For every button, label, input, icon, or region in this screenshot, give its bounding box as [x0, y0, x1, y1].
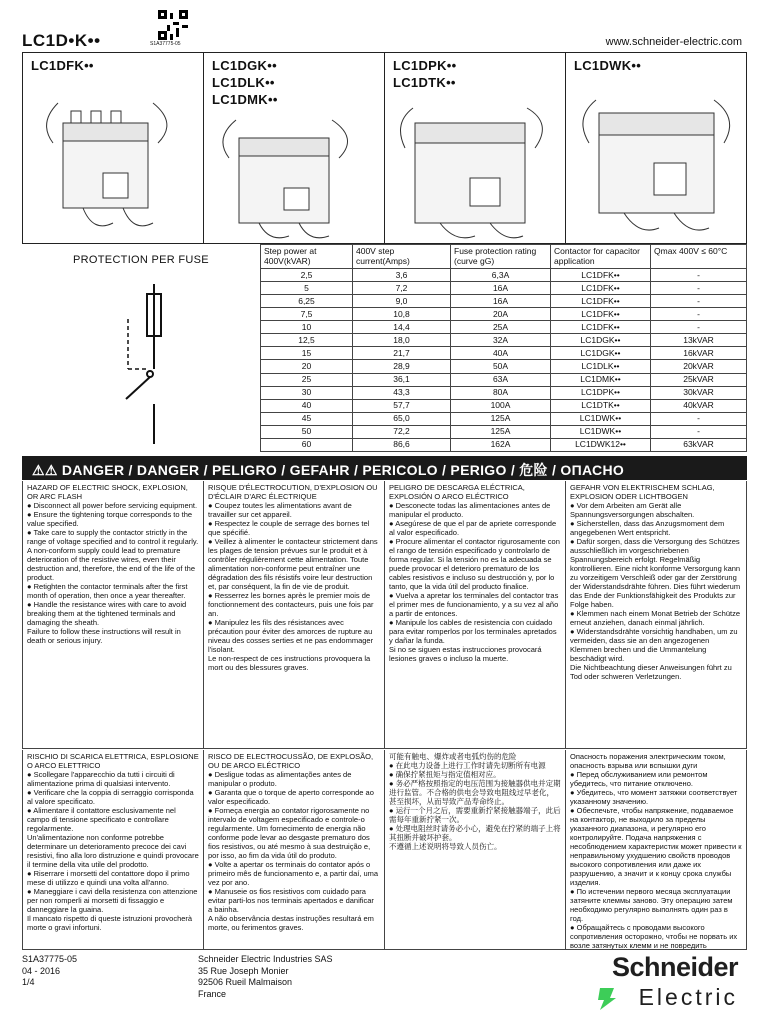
table-cell: 125A [451, 412, 551, 425]
fuse-switch-symbol-icon [114, 284, 174, 444]
warning-line: ● Обращайтесь с проводами высокого сопротивления осторожно, чтобы не порвать их возле затянутых клемм и не повредить [570, 923, 738, 949]
warning-text-pt [204, 750, 385, 949]
column-header: Fuse protection rating (curve gG) [451, 245, 551, 269]
warning-text-en [23, 481, 204, 748]
table-cell: 63kVAR [651, 438, 747, 451]
table-cell: 6,25 [261, 295, 353, 308]
table-cell: 45 [261, 412, 353, 425]
warning-line: ● Take care to supply the contactor strictly in the range of voltage specified and to control it regularly. A non-conform supply could lead to premature deterioration of the resistive wires, even their destruction and, therefore, the end of the life of the product. [27, 528, 199, 582]
warning-heading: RISCO DE ELECTROCUSSÃO, DE EXPLOSÃO, OU DE ARCO ELÉCTRICO [208, 752, 374, 770]
contactor-illustration [33, 83, 183, 238]
table-row [261, 360, 747, 373]
table-header-row [261, 245, 747, 269]
table-row [261, 386, 747, 399]
model-label: LC1DWK•• [574, 58, 642, 73]
model-label: LC1DTK•• [393, 75, 456, 90]
table-cell: 16A [451, 282, 551, 295]
table-cell: 30 [261, 386, 353, 399]
table-cell: 25kVAR [651, 373, 747, 386]
model-label: LC1DMK•• [212, 92, 278, 107]
model-label: LC1DPK•• [393, 58, 457, 73]
table-cell: LC1DMK•• [551, 373, 651, 386]
website-link[interactable]: www.schneider-electric.com [605, 36, 742, 48]
warning-text-fr [204, 481, 385, 748]
table-cell: LC1DFK•• [551, 269, 651, 282]
table-cell: 10,8 [353, 308, 451, 321]
table-row [261, 295, 747, 308]
warning-line: Le non-respect de ces instructions provoquera la mort ou des blessures graves. [208, 654, 371, 672]
footer-date: 04 - 2016 [22, 965, 61, 976]
fuse-protection-section [22, 244, 747, 452]
table-cell: LC1DFK•• [551, 308, 651, 321]
table-cell: 43,3 [353, 386, 451, 399]
table-cell: 3,6 [353, 269, 451, 282]
table-cell: LC1DWK•• [551, 425, 651, 438]
warning-line: A não observância destas instruções resultará em morte, ou ferimentos graves. [208, 914, 374, 932]
table-cell: - [651, 269, 747, 282]
model-dgk-dlk-dmk [204, 53, 385, 243]
contactor-illustration [395, 98, 555, 243]
footer-page: 1/4 [22, 977, 35, 987]
table-cell: LC1DLK•• [551, 360, 651, 373]
table-cell: 15 [261, 347, 353, 360]
table-cell: LC1DPK•• [551, 386, 651, 399]
table-cell: - [651, 282, 747, 295]
table-row [261, 308, 747, 321]
contactor-illustration [574, 88, 739, 238]
warning-line: ● Verificare che la coppia di serraggio corrisponda al valore specificato. [27, 788, 194, 806]
warning-line: ● Manipulez les fils des résistances avec précaution pour éviter des amorces de rupture au niveau des cosses serties et ne pas endommager l'isolant. [208, 618, 374, 654]
schneider-logo [538, 952, 738, 1016]
warning-line: Si no se siguen estas instrucciones provocará lesiones graves o incluso la muerte. [389, 645, 542, 663]
table-cell: 40kVAR [651, 399, 747, 412]
table-cell: 16A [451, 295, 551, 308]
table-cell: 5 [261, 282, 353, 295]
address-street: 35 Rue Joseph Monier [198, 965, 289, 976]
warning-line: ● Ensure the tightening torque corresponds to the value specified. [27, 510, 193, 528]
table-cell: 20kVAR [651, 360, 747, 373]
warning-line: ● Sicherstellen, dass das Anzugsmoment dem angegebenen Wert entspricht. [570, 519, 725, 537]
logo-name: Schneider [611, 952, 738, 982]
table-row [261, 334, 747, 347]
table-row [261, 438, 747, 451]
model-label: LC1DFK•• [31, 58, 94, 73]
table-cell: LC1DWK12•• [551, 438, 651, 451]
fuse-diagram-panel [22, 244, 260, 452]
table-cell: 14,4 [353, 321, 451, 334]
table-cell: 21,7 [353, 347, 451, 360]
table-cell: 72,2 [353, 425, 451, 438]
column-header: Step power at 400V(kVAR) [261, 245, 353, 269]
warning-line: Un'alimentazione non conforme potrebbe determinare un deterioramento precoce dei cavi resistivi, fino alla loro distruzione e quindi provocare il termine della vita utile del prodotto. [27, 833, 199, 869]
model-dfk [23, 53, 204, 243]
table-cell: 60 [261, 438, 353, 451]
warning-text-es [385, 481, 566, 748]
warning-line: ● Vor dem Arbeiten am Gerät alle Spannungsversorgungen abschalten. [570, 501, 695, 519]
column-header: Qmax 400V ≤ 60°C [651, 245, 747, 269]
table-row [261, 269, 747, 282]
table-cell: 6,3A [451, 269, 551, 282]
warning-text-zh [385, 750, 566, 949]
table-cell: 13kVAR [651, 334, 747, 347]
table-cell: 86,6 [353, 438, 451, 451]
danger-banner: ⚠⚠ DANGER / DANGER / PELIGRO / GEFAHR / PERICOLO / PERIGO / 危险 / ОПАСНО [22, 456, 747, 480]
qr-code-label: S1A37775-05 [150, 41, 181, 47]
table-cell: LC1DFK•• [551, 282, 651, 295]
table-cell: LC1DFK•• [551, 295, 651, 308]
warning-line: ● Coupez toutes les alimentations avant de travailler sur cet appareil. [208, 501, 352, 519]
table-cell: LC1DGK•• [551, 334, 651, 347]
table-row [261, 399, 747, 412]
warning-line: ● Maneggiare i cavi della resistenza con attenzione per non romperli ai morsetti di fissaggio e danneggiare la guaina. [27, 887, 198, 914]
warning-text-ru [566, 750, 747, 949]
table-cell: LC1DTK•• [551, 399, 651, 412]
table-cell: LC1DGK•• [551, 347, 651, 360]
warning-line: ● Alimentare il contattore esclusivamente nel campo di tensione specificato e controllare regolarmente. [27, 806, 176, 833]
warning-heading: RISQUE D'ÉLECTROCUTION, D'EXPLOSION OU D'ÉCLAIR D'ARC ÉLECTRIQUE [208, 483, 378, 501]
table-cell: 20A [451, 308, 551, 321]
table-cell: 162A [451, 438, 551, 451]
warning-line: ● 运行一个月之后，需要重新拧紧接触器端子，此后需每年重新拧紧一次。 [389, 806, 561, 824]
table-cell: 9,0 [353, 295, 451, 308]
warning-line: ● 务必严格按照指定的电压范围为接触器供电并定期进行监管。不合格的供电会导致电阻线过早老化，甚至损坏，从而导致产品寿命终止。 [389, 779, 561, 806]
warning-heading: RISCHIO DI SCARICA ELETTRICA, ESPLOSIONE O ARCO ELETTRICO [27, 752, 199, 770]
warning-heading: 可能有触电、爆炸或者电弧灼伤的危险 [389, 752, 517, 761]
warning-heading: PELIGRO DE DESCARGA ELÉCTRICA, EXPLOSIÓN O ARCO ELÉCTRICO [389, 483, 525, 501]
warning-line: ● Garanta que o torque de aperto corresponde ao valor especificado. [208, 788, 374, 806]
warning-line: ● Asegúrese de que el par de apriete corresponde al valor especificado. [389, 519, 557, 537]
logo-leaf-icon [596, 986, 618, 1012]
warning-heading: GEFAHR VON ELEKTRISCHEM SCHLAG, EXPLOSION ODER LICHTBOGEN [570, 483, 715, 501]
table-cell: 25 [261, 373, 353, 386]
warning-line: Die Nichtbeachtung dieser Anweisungen führt zu Tod oder schweren Verletzungen. [570, 663, 732, 681]
table-cell: 65,0 [353, 412, 451, 425]
table-cell: 100A [451, 399, 551, 412]
table-cell: LC1DWK•• [551, 412, 651, 425]
warning-line: ● Обеспечьте, чтобы напряжение, подаваемое на контактор, не выходило за пределы указанного диапазона, и регулярно его контролируйте. Подача напряжения с несоблюдением характеристик может привести к неправильному ухудшению свойств проводов высокого сопротивления или даже их разрушению, а значит и к концу срока службы изделия. [570, 806, 742, 887]
model-label: LC1DGK•• [212, 58, 277, 73]
warning-line: ● Dafür sorgen, dass die Versorgung des Schützes ausschließlich im vorgeschriebenen Spannungsbereich erfolgt. Regelmäßig kontrollieren. Eine nicht konforme Versorgung kann zu vorzeitigem Verschleiß oder gar der Zerstörung der Widerstandsdrähte führen. Dies führt wiederum das Ende der Funktionsfähigkeit des Produkts zur Folge haben. [570, 537, 741, 609]
warning-line: ● Desligue todas as alimentações antes de manipular o produto. [208, 770, 352, 788]
model-label: LC1DLK•• [212, 75, 275, 90]
table-row [261, 373, 747, 386]
table-cell: - [651, 308, 747, 321]
warning-heading: HAZARD OF ELECTRIC SHOCK, EXPLOSION, OR ARC FLASH [27, 483, 188, 501]
warning-line: ● 处理电阻丝时请务必小心，避免在拧紧的端子上将其扭断并破坏护套。 [389, 824, 561, 842]
table-cell: 125A [451, 425, 551, 438]
table-row [261, 425, 747, 438]
footer-code: S1A37775-05 [22, 954, 78, 964]
table-cell: 12,5 [261, 334, 353, 347]
warning-line: ● Veillez à alimenter le contacteur strictement dans les plages de tension prévues sur le produit et à contrôler régulièrement cette alimentation. Toute alimentation non-conforme peut entraîner une dégradation des fils résistifs voire leur destruction et, par conséquent, la fin de vie de produit. [208, 537, 378, 591]
warning-line: Failure to follow these instructions will result in death or serious injury. [27, 627, 181, 645]
warning-row-1 [22, 481, 747, 749]
company-name: Schneider Electric Industries SAS [198, 954, 333, 964]
table-cell: 16kVAR [651, 347, 747, 360]
table-cell: 25A [451, 321, 551, 334]
warning-line: ● Procure alimentar el contactor rigurosamente con el rango de tensión especificado y controlarlo de forma regular. Si la tensión no es la adecuada se puede provocar el deterioro prematuro de los cables resistivos e incluso su destrucción y, por lo tanto, que la vida útil del producto finalice. [389, 537, 560, 591]
warning-line: ● Vuelva a apretar los terminales del contactor tras el primer mes de funcionamiento, y a su vez al año a partir de entonces. [389, 591, 559, 618]
table-cell: 2,5 [261, 269, 353, 282]
table-cell: - [651, 412, 747, 425]
warning-line: ● Перед обслуживанием или ремонтом убедитесь, что питание отключено. [570, 770, 708, 788]
table-row [261, 347, 747, 360]
table-cell: 20 [261, 360, 353, 373]
table-cell: 10 [261, 321, 353, 334]
warning-line: ● Respectez le couple de serrage des bornes tel que spécifié. [208, 519, 370, 537]
warning-heading: Опасность поражения электрическим током, опасность взрыва или вспышки дуги [570, 752, 726, 770]
model-dpk-dtk [385, 53, 566, 243]
warning-text-it [23, 750, 204, 949]
warning-line: ● 在此电力设备上进行工作时请先切断所有电源 [389, 761, 546, 770]
table-cell: 40 [261, 399, 353, 412]
warning-line: Il mancato rispetto di queste istruzioni provocherà morte o gravi infortuni. [27, 914, 193, 932]
table-cell: 63A [451, 373, 551, 386]
table-row [261, 321, 747, 334]
table-cell: 7,5 [261, 308, 353, 321]
warning-line: ● Scollegare l'apparecchio da tutti i circuiti di alimentazione prima di qualsiasi intervento. [27, 770, 175, 788]
warning-line: ● Disconnect all power before servicing equipment. [27, 501, 198, 510]
warning-line: ● Klemmen nach einem Monat Betrieb der Schütze erneut anziehen, danach einmal jährlich. [570, 609, 741, 627]
table-cell: 28,9 [353, 360, 451, 373]
warning-line: ● Desconecte todas las alimentaciones antes de manipular el producto. [389, 501, 551, 519]
warning-line: ● Manipule los cables de resistencia con cuidado para evitar romperlos por los terminales apretados y dañar la funda. [389, 618, 557, 645]
column-header: 400V step current(Amps) [353, 245, 451, 269]
qr-code-icon [158, 10, 188, 40]
table-cell: 40A [451, 347, 551, 360]
table-cell: 80A [451, 386, 551, 399]
table-cell: 30kVAR [651, 386, 747, 399]
table-cell: 32A [451, 334, 551, 347]
warning-line: ● Убедитесь, что момент затяжки соответствует указанному значению. [570, 788, 738, 806]
table-cell: 50A [451, 360, 551, 373]
table-cell: 36,1 [353, 373, 451, 386]
warning-row-2 [22, 750, 747, 950]
table-cell: - [651, 425, 747, 438]
warning-line: ● Retighten the contactor terminals after the first month of operation, then once a year thereafter. [27, 582, 188, 600]
section-title: PROTECTION PER FUSE [73, 254, 209, 266]
warning-line: ● Widerstandsdrähte vorsichtig handhaben, um zu vermeiden, dass sie an den angezogenen Klemmen brechen und die Ummantelung beschädigt wird. [570, 627, 738, 663]
contactor-illustration [214, 108, 364, 243]
footer-address [198, 954, 333, 1000]
warning-line: 不遵循上述说明将导致人员伤亡。 [389, 842, 502, 851]
logo-sub: Electric [638, 984, 738, 1010]
warning-line: ● Manuseie os fios resistivos com cuidado para evitar parti-los nos terminais apertados e danificar a bainha. [208, 887, 374, 914]
warning-text-de [566, 481, 747, 748]
table-cell: 18,0 [353, 334, 451, 347]
table-cell: - [651, 295, 747, 308]
warning-line: ● Handle the resistance wires with care to avoid breaking them at the tightened terminals and damaging the sheath. [27, 600, 187, 627]
address-city: 92506 Rueil Malmaison [198, 977, 293, 987]
model-dwk [566, 53, 746, 243]
table-cell: LC1DFK•• [551, 321, 651, 334]
fuse-table-body [261, 269, 747, 452]
address-country: France [198, 988, 227, 999]
table-cell: 7,2 [353, 282, 451, 295]
model-gallery [22, 52, 747, 244]
warning-line: ● Resserrez les bornes après le premier mois de fonctionnement des contacteurs, puis une fois par an. [208, 591, 374, 618]
table-cell: - [651, 321, 747, 334]
table-cell: 50 [261, 425, 353, 438]
footer-document-info [22, 954, 77, 989]
warning-line: ● 确保拧紧扭矩与指定值相对应。 [389, 770, 501, 779]
fuse-rating-table [260, 244, 747, 452]
table-cell: 57,7 [353, 399, 451, 412]
warning-line: ● Riserrare i morsetti del contattore dopo il primo mese di utilizzo e quindi una volta all'anno. [27, 869, 190, 887]
document-title: LC1D•K•• [22, 31, 101, 50]
table-row [261, 412, 747, 425]
column-header: Contactor for capacitor application [551, 245, 651, 269]
warning-line: ● По истечении первого месяца эксплуатации затяните клеммы заново. Эту операцию затем необходимо регулярно выполнять один раз в год. [570, 887, 733, 923]
warning-line: ● Volte a apertar os terminais do contator após o primeiro mês de funcionamento e, a partir daí, uma vez por ano. [208, 860, 379, 887]
table-row [261, 282, 747, 295]
warning-line: ● Forneça energia ao contator rigorosamente no intervalo de voltagem especificado e controle-o regularmente. Um fornecimento de energia não conforme pode levar ao desgaste prematuro dos fios resistivos, ou até mesmo à sua destruição e, por isso, ao fim da vida útil do produto. [208, 806, 371, 860]
